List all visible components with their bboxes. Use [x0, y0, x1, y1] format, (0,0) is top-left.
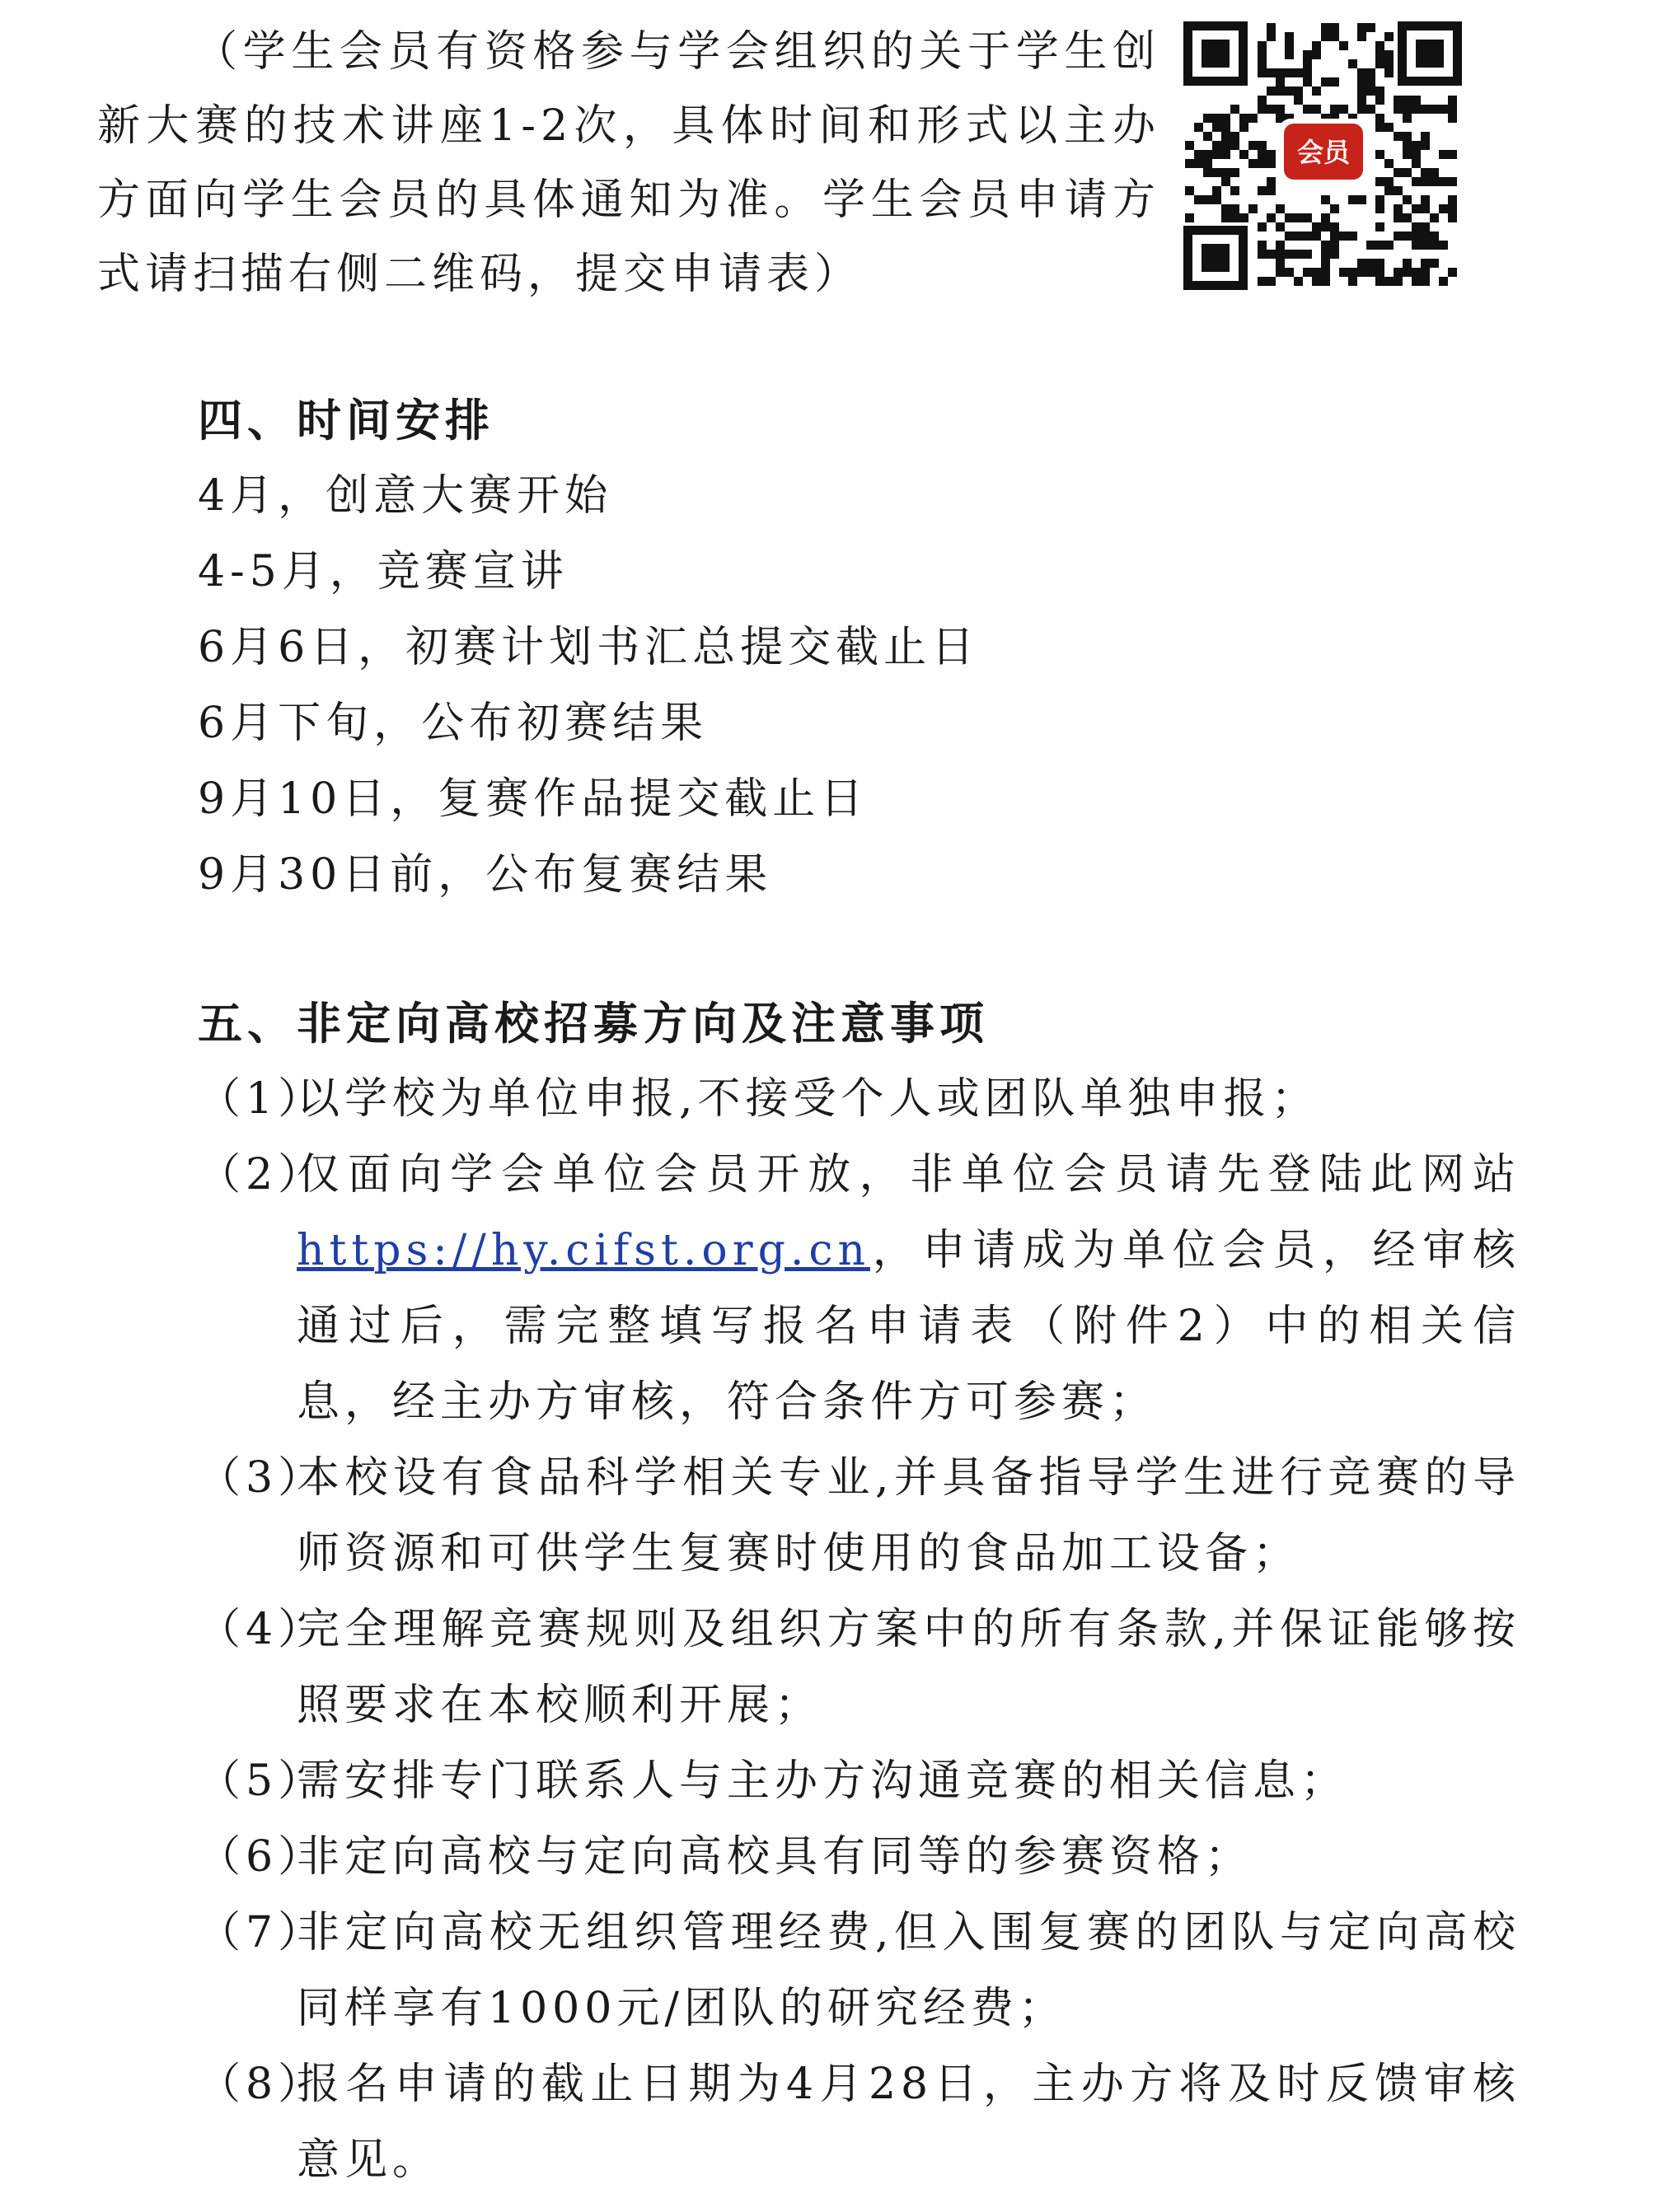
qr-module [1430, 213, 1439, 222]
section-4-title: 四、时间安排 [198, 394, 494, 447]
qr-module [1421, 177, 1430, 186]
qr-module [1339, 105, 1348, 114]
qr-badge-label: 会员 [1296, 137, 1351, 168]
qr-module [1285, 50, 1294, 59]
qr-module [1430, 259, 1439, 268]
qr-module [1258, 105, 1267, 114]
qr-module [1384, 177, 1394, 186]
qr-module [1366, 68, 1375, 77]
qr-module [1321, 23, 1330, 32]
qr-module [1248, 114, 1258, 123]
item-number: （3） [198, 1453, 326, 1503]
qr-module [1221, 150, 1230, 159]
qr-module [1276, 241, 1285, 250]
qr-module [1321, 241, 1330, 250]
qr-module [1321, 195, 1330, 204]
qr-module [1230, 204, 1239, 213]
qr-module [1221, 123, 1230, 132]
qr-module [1258, 159, 1267, 168]
qr-module [1384, 59, 1394, 68]
qr-module [1384, 68, 1394, 77]
qr-module [1258, 41, 1267, 50]
qr-module [1321, 32, 1330, 41]
qr-module [1267, 68, 1276, 77]
qr-module [1384, 32, 1394, 41]
qr-module [1258, 96, 1267, 105]
qr-module [1384, 277, 1394, 286]
qr-module [1285, 32, 1294, 41]
schedule-item: 4-5月，竞赛宣讲 [198, 547, 569, 596]
qr-module [1357, 105, 1366, 114]
qr-module [1321, 268, 1330, 277]
qr-module [1430, 177, 1439, 186]
qr-module [1221, 177, 1230, 186]
qr-module [1430, 168, 1439, 177]
qr-module [1421, 105, 1430, 114]
qr-module [1412, 204, 1421, 213]
qr-module [1239, 114, 1248, 123]
qr-module [1194, 195, 1203, 204]
qr-module [1294, 87, 1303, 96]
qr-module [1421, 195, 1430, 204]
qr-module [1203, 114, 1212, 123]
qr-module [1221, 141, 1230, 150]
qr-module [1267, 213, 1276, 222]
qr-module [1321, 213, 1330, 222]
qr-module [1375, 96, 1384, 105]
qr-module [1439, 105, 1448, 114]
item-text: 以学校为单位申报,不接受个人或团队单独申报； [297, 1074, 1319, 1124]
qr-module [1312, 222, 1321, 231]
qr-module [1258, 222, 1267, 231]
qr-module [1267, 159, 1276, 168]
qr-module [1412, 159, 1421, 168]
qr-module [1312, 268, 1321, 277]
qr-module [1403, 268, 1412, 277]
qr-module [1276, 250, 1285, 259]
qr-module [1403, 231, 1412, 241]
qr-module [1276, 268, 1285, 277]
item-number: （5） [198, 1756, 326, 1806]
qr-module [1357, 23, 1366, 32]
schedule-item: 4月，创意大赛开始 [198, 471, 613, 521]
qr-module [1321, 259, 1330, 268]
qr-module [1357, 259, 1366, 268]
item-text: 报名申请的截止日期为4月28日，主办方将及时反馈审核意见。 [297, 2060, 1520, 2185]
qr-module [1339, 41, 1348, 50]
qr-module [1258, 277, 1267, 286]
qr-module [1203, 159, 1212, 168]
qr-module [1448, 96, 1457, 105]
qr-module [1312, 277, 1321, 286]
item-number: （8） [198, 2060, 326, 2109]
qr-module [1239, 150, 1248, 159]
item-number: （2） [198, 1150, 326, 1200]
qr-module [1421, 231, 1430, 241]
qr-module [1258, 68, 1267, 77]
qr-module [1357, 195, 1366, 204]
qr-module [1303, 268, 1312, 277]
qr-module [1330, 231, 1339, 241]
qr-module [1366, 105, 1375, 114]
qr-module [1230, 105, 1239, 114]
qr-module [1321, 250, 1330, 259]
item-number: （7） [198, 1908, 326, 1957]
qr-module [1203, 195, 1212, 204]
qr-module [1212, 141, 1221, 150]
qr-module [1412, 150, 1421, 159]
qr-module [1357, 268, 1366, 277]
qr-module [1384, 159, 1394, 168]
notice-item-8 [198, 2046, 1525, 2198]
qr-module [1375, 59, 1384, 68]
qr-module [1221, 213, 1230, 222]
qr-module [1375, 204, 1384, 213]
qr-module [1312, 50, 1321, 59]
qr-module [1430, 105, 1439, 114]
qr-code-graphic [1178, 16, 1467, 295]
qr-module [1258, 59, 1267, 68]
qr-module [1267, 277, 1276, 286]
qr-module [1303, 77, 1312, 87]
qr-module [1366, 241, 1375, 250]
qr-module [1312, 87, 1321, 96]
qr-module [1294, 231, 1303, 241]
qr-module [1439, 150, 1448, 159]
qr-module [1448, 195, 1457, 204]
qr-module [1258, 241, 1267, 250]
qr-module [1375, 150, 1384, 159]
qr-module [1212, 114, 1221, 123]
qr-module [1330, 23, 1339, 32]
item-text: 本校设有食品科学相关专业,并具备指导学生进行竞赛的导师资源和可供学生复赛时使用的食品加工设备； [297, 1453, 1520, 1578]
qr-module [1276, 105, 1285, 114]
item-number: （6） [198, 1832, 326, 1882]
qr-module [1403, 114, 1412, 123]
qr-module [1403, 213, 1412, 222]
qr-module [1421, 204, 1430, 213]
qr-module [1212, 168, 1221, 177]
notice-item-2 [198, 1137, 1525, 1440]
qr-module [1448, 177, 1457, 186]
qr-module [1375, 41, 1384, 50]
notice-item-7 [198, 1895, 1525, 2046]
qr-module [1412, 268, 1421, 277]
qr-module [1403, 141, 1412, 150]
qr-module [1294, 68, 1303, 77]
item-text: 非定向高校无组织管理经费,但入围复赛的团队与定向高校同样享有1000元/团队的研究经费； [297, 1908, 1520, 2033]
qr-module [1294, 277, 1303, 286]
qr-module [1421, 132, 1430, 141]
qr-module [1285, 213, 1294, 222]
item-number: （1） [198, 1074, 326, 1124]
qr-module [1267, 150, 1276, 159]
qr-module [1321, 77, 1330, 87]
qr-module [1276, 87, 1285, 96]
qr-module [1303, 50, 1312, 59]
notice-item-3 [198, 1440, 1525, 1592]
qr-module [1357, 87, 1366, 96]
qr-module [1285, 87, 1294, 96]
qr-module [1403, 195, 1412, 204]
qr-module [1366, 259, 1375, 268]
qr-module [1276, 259, 1285, 268]
item-text-before-link: 仅面向学会单位会员开放，非单位会员请先登陆此网站 [297, 1150, 1520, 1200]
qr-code[interactable] [1178, 16, 1467, 295]
qr-module [1248, 159, 1258, 168]
qr-module [1185, 159, 1194, 168]
qr-module [1403, 259, 1412, 268]
qr-module [1375, 123, 1384, 132]
qr-module [1330, 105, 1339, 114]
qr-module [1412, 231, 1421, 241]
qr-module [1430, 241, 1439, 250]
member-site-link[interactable]: https://hy.cifst.org.cn [297, 1226, 871, 1275]
item-text-after-link: ，申请成为单位会员，经审核通过后，需完整填写报名申请表（附件2）中的相关信息，经主办方审核，符合条件方可参赛； [297, 1226, 1520, 1427]
qr-module [1258, 186, 1267, 195]
qr-module [1185, 213, 1194, 222]
qr-module [1312, 231, 1321, 241]
qr-module [1348, 277, 1357, 286]
qr-module [1357, 77, 1366, 87]
qr-module [1212, 150, 1221, 159]
qr-module [1357, 32, 1366, 41]
qr-module [1230, 168, 1239, 177]
qr-module [1221, 114, 1230, 123]
qr-module [1276, 204, 1285, 213]
schedule-item: 9月10日，复赛作品提交截止日 [198, 774, 869, 824]
notice-item-5 [198, 1743, 1525, 1819]
qr-module [1276, 222, 1285, 231]
qr-module [1267, 105, 1276, 114]
qr-module [1230, 213, 1239, 222]
qr-module [1439, 177, 1448, 186]
qr-module [1403, 96, 1412, 105]
qr-module [1394, 168, 1403, 177]
qr-module [1321, 222, 1330, 231]
qr-module [1258, 50, 1267, 59]
qr-module [1448, 105, 1457, 114]
qr-module [1185, 186, 1194, 195]
qr-module [1212, 123, 1221, 132]
qr-module [1403, 132, 1412, 141]
qr-module [1375, 222, 1384, 231]
qr-module [1348, 231, 1357, 241]
qr-module [1375, 177, 1384, 186]
qr-module [1412, 222, 1421, 231]
qr-module [1375, 87, 1384, 96]
qr-module [1375, 268, 1384, 277]
notice-item-6 [198, 1819, 1525, 1895]
qr-module [1412, 96, 1421, 105]
schedule-item: 9月30日前，公布复赛结果 [198, 850, 773, 900]
qr-module [1330, 204, 1339, 213]
qr-module [1412, 177, 1421, 186]
qr-module [1258, 150, 1267, 159]
qr-module [1403, 105, 1412, 114]
qr-module [1394, 186, 1403, 195]
qr-module [1384, 123, 1394, 132]
qr-module [1439, 277, 1448, 286]
qr-module [1258, 250, 1267, 259]
qr-module [1375, 50, 1384, 59]
qr-module [1339, 268, 1348, 277]
qr-module [1394, 268, 1403, 277]
qr-module [1285, 250, 1294, 259]
qr-module [1403, 168, 1412, 177]
qr-module [1421, 268, 1430, 277]
qr-module [1276, 77, 1285, 87]
item-text: 非定向高校与定向高校具有同等的参赛资格； [297, 1832, 1253, 1882]
qr-module [1448, 213, 1457, 222]
qr-module [1303, 250, 1312, 259]
qr-module [1448, 204, 1457, 213]
qr-module [1194, 150, 1203, 159]
qr-module [1294, 96, 1303, 105]
qr-module [1384, 241, 1394, 250]
qr-module [1312, 41, 1321, 50]
qr-module [1412, 105, 1421, 114]
qr-module [1412, 141, 1421, 150]
qr-module [1285, 68, 1294, 77]
qr-module [1321, 277, 1330, 286]
qr-module [1212, 186, 1221, 195]
item-text: 完全理解竞赛规则及组织方案中的所有条款,并保证能够按照要求在本校顺利开展； [297, 1605, 1520, 1730]
qr-module [1357, 96, 1366, 105]
qr-module [1267, 186, 1276, 195]
qr-module [1330, 222, 1339, 231]
intro-paragraph: （学生会员有资格参与学会组织的关于学生创新大赛的技术讲座1-2次，具体时间和形式以主办方面向学生会员的具体通知为准。学生会员申请方式请扫描右侧二维码，提交申请表） [97, 27, 1160, 299]
qr-module [1194, 159, 1203, 168]
qr-module [1221, 168, 1230, 177]
qr-module [1267, 87, 1276, 96]
qr-module [1330, 250, 1339, 259]
qr-module [1348, 268, 1357, 277]
qr-module [1375, 259, 1384, 268]
qr-module [1357, 68, 1366, 77]
qr-module [1230, 141, 1239, 150]
qr-module [1384, 50, 1394, 59]
qr-module [1303, 231, 1312, 241]
qr-module [1221, 204, 1230, 213]
qr-module [1330, 32, 1339, 41]
notice-item-1 [198, 1061, 1525, 1137]
qr-module [1421, 222, 1430, 231]
qr-module [1421, 277, 1430, 286]
qr-module [1394, 277, 1403, 286]
qr-module [1375, 195, 1384, 204]
qr-module [1330, 241, 1339, 250]
qr-module [1303, 105, 1312, 114]
qr-module [1285, 268, 1294, 277]
qr-module [1421, 241, 1430, 250]
qr-module [1375, 277, 1384, 286]
qr-module [1394, 204, 1403, 213]
qr-module [1303, 68, 1312, 77]
qr-module [1366, 87, 1375, 96]
qr-module [1394, 132, 1403, 141]
qr-module [1430, 231, 1439, 241]
qr-module [1384, 186, 1394, 195]
schedule-item: 6月下旬，公布初赛结果 [198, 699, 709, 748]
qr-module [1248, 141, 1258, 150]
qr-module [1285, 231, 1294, 241]
qr-module [1330, 77, 1339, 87]
qr-module [1421, 168, 1430, 177]
qr-module [1448, 114, 1457, 123]
item-number: （4） [198, 1605, 326, 1654]
qr-module [1348, 59, 1357, 68]
qr-module [1448, 268, 1457, 277]
qr-module [1394, 231, 1403, 241]
section-5-title: 五、非定向高校招募方向及注意事项 [198, 997, 989, 1050]
qr-module [1203, 168, 1212, 177]
qr-module [1439, 204, 1448, 213]
qr-module [1421, 141, 1430, 150]
qr-module [1194, 123, 1203, 132]
qr-module [1230, 186, 1239, 195]
item-text [297, 1137, 1520, 1440]
qr-module [1303, 213, 1312, 222]
qr-module [1366, 268, 1375, 277]
qr-module [1366, 23, 1375, 32]
qr-module [1203, 150, 1212, 159]
qr-module [1267, 250, 1276, 259]
qr-module [1276, 68, 1285, 77]
qr-module [1403, 150, 1412, 159]
qr-module [1394, 105, 1403, 114]
qr-module [1230, 132, 1239, 141]
qr-module [1203, 132, 1212, 141]
qr-module [1285, 41, 1294, 50]
qr-module [1239, 123, 1248, 132]
item-text: 需安排专门联系人与主办方沟通竞赛的相关信息； [297, 1756, 1349, 1806]
qr-module [1267, 177, 1276, 186]
schedule-item: 6月6日，初赛计划书汇总提交截止日 [198, 623, 980, 672]
qr-module [1412, 277, 1421, 286]
qr-module [1448, 150, 1457, 159]
qr-module [1267, 23, 1276, 32]
qr-module [1312, 105, 1321, 114]
qr-module [1339, 231, 1348, 241]
qr-module [1267, 32, 1276, 41]
qr-module [1294, 250, 1303, 259]
qr-module [1239, 213, 1248, 222]
qr-module [1348, 195, 1357, 204]
qr-module [1221, 132, 1230, 141]
qr-module [1421, 259, 1430, 268]
qr-module [1212, 195, 1221, 204]
qr-module [1248, 204, 1258, 213]
qr-module [1185, 141, 1194, 150]
qr-module [1375, 114, 1384, 123]
qr-module [1394, 96, 1403, 105]
qr-module [1303, 59, 1312, 68]
qr-module [1258, 141, 1267, 150]
notice-item-4 [198, 1592, 1525, 1743]
qr-module [1375, 241, 1384, 250]
qr-module [1366, 77, 1375, 87]
qr-module [1394, 213, 1403, 222]
qr-module [1294, 213, 1303, 222]
qr-module [1439, 241, 1448, 250]
qr-module [1412, 241, 1421, 250]
